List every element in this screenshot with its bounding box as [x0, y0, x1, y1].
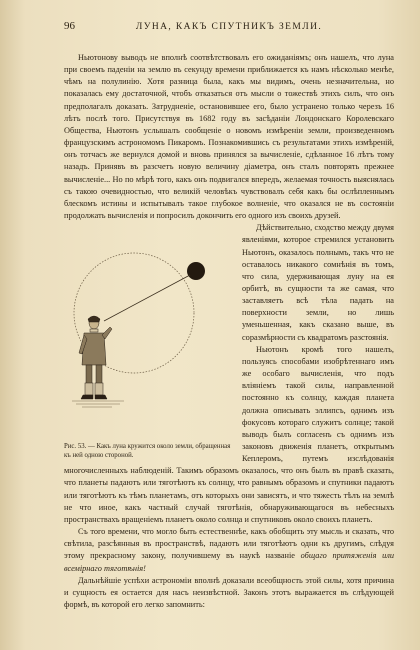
figure-53	[64, 223, 234, 460]
paragraph-5: Дальнѣйшіе успѣхи астрономіи вполнѣ доказали всеобщность этой силы, хотя причина и сущность ея остается для насъ неизвѣстной. Законъ этотъ выражается въ слѣдующей формѣ, въ которой его легко запомнить:	[64, 575, 394, 610]
string	[104, 275, 190, 321]
page-number: 96	[64, 20, 75, 32]
figure-caption: Рис. 53. — Какъ луна кружится около земли, обращенная къ ней одною стороной.	[64, 443, 231, 459]
running-head: ЛУНА, КАКЪ СПУТНИКЪ ЗЕМЛИ.	[135, 22, 323, 32]
figure-illustration	[64, 223, 234, 435]
paragraph-4-text: Съ того времени, что могло быть естественнѣе, какъ обобщить эту мысль и сказать, что свѣтила, разсѣянныя въ пространствѣ, падаютъ или тяготѣютъ одни къ другимъ, слѣдуя этому прекрасному закону, получившему въ наукѣ названіе	[64, 527, 394, 561]
paragraph-4	[64, 526, 394, 575]
italic-term: общаго притяженія или всемірнаго тяготѣнія!	[64, 551, 394, 573]
paragraph-1: Ньютонову выводъ не вполнѣ соотвѣтствовалъ его ожиданіямъ; онъ нашелъ, что луна при своемъ паденіи на землю въ секунду времени приближается къ намъ нѣсколько менѣе, чѣмъ на полулинію. Хотя разница была, какъ мы видимъ, очень незначительна, но показалась ему достаточной, чтобъ отказаться отъ мысли о тожествѣ этихъ силъ, что онъ предполагалъ доказать. Затрудненіе, остановившее его, было устранено только черезъ 16 лѣтъ послѣ того. Присутствуя въ 1682 году въ засѣданіи Лондонскаго Королевскаго Общества, Ньютонъ услышалъ сообщеніе о новомъ измѣреніи земли, произведенномъ французскимъ астрономомъ Пикаромъ. Познакомившись съ результатами этихъ измѣреній, онъ тотчасъ же вернулся домой и вновь принялся за вычисленіе, сдѣланное 16 лѣтъ тому назадъ. Принявъ въ разсчетъ новую величину діаметра, онъ сталъ повторять прежнее вычисленіе... Но по мѣрѣ того, какъ онъ подвигался впередъ, желаемая точность выяснялась съ такою очевидностью, что великій человѣкъ чувствовалъ себя какъ бы ослѣпленнымъ блескомъ истины и испытывалъ такое глубокое волненіе, что оказался не въ состояніи продолжать вычисленія и попросилъ докончить его одного изъ своихъ друзей.	[64, 53, 394, 221]
person-figure	[79, 316, 112, 399]
paragraph-3: Ньютонъ кромѣ того нашелъ, пользуясь способами изобрѣтеннаго имъ же особаго вычисленія, что подъ вліяніемъ такой силы, направленной постоянно къ солнцу, каждая планета должна описывать эллипсъ, однимъ изъ фокусовъ котораго служитъ солнце; такой выводъ былъ согласенъ съ однимъ изъ законовъ движенія планетъ, открытымъ Кеплеромъ, путемъ изслѣдованія многочисленныхъ наблюденій. Такимъ образомъ оказалось, что онъ былъ въ правѣ сказать, что планеты падаютъ или тяготѣютъ къ солнцу, что равнымъ образомъ и спутники падаютъ или тяготѣютъ къ тѣмъ планетамъ, отъ которыхъ они зависятъ, и что тяжесть тѣлъ на землѣ не что иное, какъ частный случай тяготѣнія, обнаруживающагося въ небесныхъ пространствахъ вращеніемъ планетъ около солнца и спутниковъ около своихъ планетъ.	[64, 344, 394, 524]
page-header	[64, 20, 394, 38]
ground-hatching	[72, 401, 124, 407]
moon-ball	[187, 262, 205, 280]
paragraph-2: Дѣйствительно, сходство между двумя явленіями, которое стремился установить Ньютонъ, оказалось полнымъ, такъ что не оставалось никакого сомнѣнія въ томъ, что сила, удерживающая луну на ея орбитѣ, въ сущности та же самая, что заставляетъ всѣ тѣла падать на поверхности земли, но лишь уменьшенная, какъ сказано выше, въ соразмѣрности съ квадратомъ разстоянія.	[242, 223, 394, 342]
page-body	[64, 52, 394, 611]
